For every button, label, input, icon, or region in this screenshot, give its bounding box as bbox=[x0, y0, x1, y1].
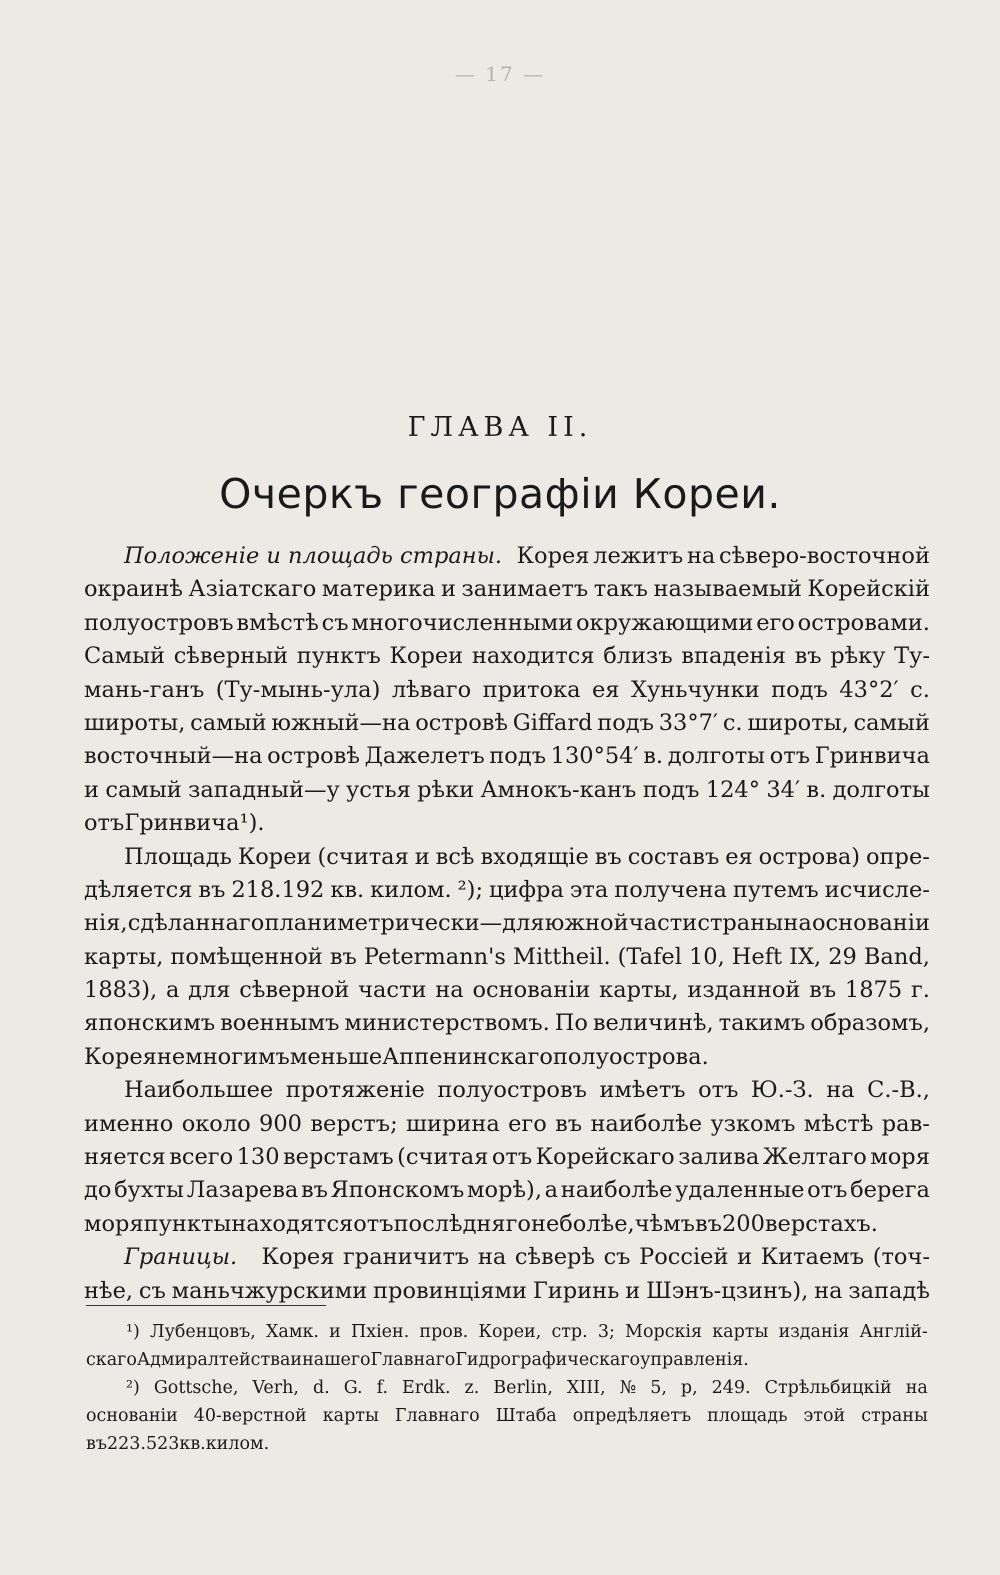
word: восточный—на bbox=[84, 743, 263, 770]
word: ²); bbox=[457, 876, 484, 903]
word: впаденія bbox=[681, 643, 786, 670]
word: лѣваго bbox=[391, 676, 472, 703]
word: 5, bbox=[650, 1378, 667, 1398]
word: занимаетъ bbox=[461, 576, 589, 603]
word: эта bbox=[569, 876, 609, 903]
word: его bbox=[756, 609, 795, 636]
word: немногимъ bbox=[156, 1043, 290, 1070]
word: карты bbox=[712, 1322, 769, 1342]
word: Хамк. bbox=[265, 1322, 319, 1342]
word: островѣ bbox=[267, 743, 360, 770]
word: именно bbox=[84, 1110, 174, 1137]
word: (считая bbox=[317, 843, 409, 870]
word: изданной bbox=[687, 977, 801, 1004]
word: подъ bbox=[771, 676, 828, 703]
word: дѣляется bbox=[84, 876, 193, 903]
word: южный—на bbox=[271, 709, 411, 736]
word: на bbox=[783, 910, 812, 937]
word: южной bbox=[544, 910, 629, 937]
word: Кореи bbox=[237, 843, 312, 870]
word: сѣверѣ bbox=[514, 1244, 595, 1271]
word: около bbox=[181, 1110, 251, 1137]
word: Ю.-З. bbox=[750, 1077, 814, 1104]
text-line bbox=[84, 774, 930, 807]
word: долготы bbox=[832, 776, 930, 803]
word: окраинѣ bbox=[84, 576, 183, 603]
word: маньчжурскими bbox=[171, 1277, 368, 1304]
text-line bbox=[84, 907, 930, 940]
word: ¹). bbox=[239, 810, 265, 837]
word: помѣщенной bbox=[170, 943, 323, 970]
word: XIII, bbox=[566, 1378, 606, 1398]
word: верстамъ bbox=[282, 1144, 394, 1171]
word: Стрѣльбицкій bbox=[764, 1378, 892, 1398]
word: Band, bbox=[863, 943, 930, 970]
word: части bbox=[358, 977, 427, 1004]
word: 249. bbox=[711, 1378, 751, 1398]
word: нашего bbox=[302, 1350, 371, 1370]
word: Erdk. bbox=[402, 1378, 451, 1398]
word: и bbox=[84, 776, 99, 803]
word: величинѣ, bbox=[592, 1010, 714, 1037]
word: его bbox=[508, 1110, 547, 1137]
word: Гринвича bbox=[814, 743, 930, 770]
word: долготы bbox=[667, 743, 766, 770]
word: для bbox=[188, 977, 231, 1004]
word: площадь bbox=[707, 1406, 788, 1426]
word: рав- bbox=[881, 1110, 930, 1137]
word: 130°54′ bbox=[550, 743, 639, 770]
word: f. bbox=[376, 1378, 389, 1398]
word: (точ- bbox=[872, 1244, 930, 1271]
word: отъ bbox=[84, 810, 125, 837]
word: материка bbox=[321, 576, 436, 603]
word: (Tafel bbox=[617, 943, 682, 970]
word: на bbox=[435, 977, 464, 1004]
word: послѣдняго bbox=[393, 1210, 531, 1237]
word: широты, bbox=[747, 709, 849, 736]
text-line bbox=[84, 1174, 930, 1207]
word: вмѣстѣ bbox=[236, 609, 319, 636]
word: и bbox=[329, 1322, 341, 1342]
word: По bbox=[554, 1010, 588, 1037]
word: ширина bbox=[406, 1110, 500, 1137]
word: верстъ; bbox=[310, 1110, 398, 1137]
word: карты bbox=[322, 1406, 379, 1426]
word: въ bbox=[329, 943, 357, 970]
word: Berlin, bbox=[493, 1378, 553, 1398]
word: ея bbox=[591, 676, 620, 703]
word: 29 bbox=[828, 943, 857, 970]
word: меньше bbox=[289, 1043, 383, 1070]
word: находится bbox=[471, 643, 595, 670]
word: въ bbox=[86, 1434, 107, 1454]
word: Адмиралтейства bbox=[136, 1350, 291, 1370]
word: 900 bbox=[259, 1110, 302, 1137]
word: Лубенцовъ, bbox=[150, 1322, 256, 1342]
word: удаленные bbox=[675, 1177, 805, 1204]
word: всего bbox=[169, 1144, 234, 1171]
footnote-line bbox=[86, 1374, 928, 1402]
word: z. bbox=[464, 1378, 480, 1398]
word: карты, bbox=[84, 943, 164, 970]
word: Площадь bbox=[124, 843, 232, 870]
word: на bbox=[814, 1277, 843, 1304]
word: моря bbox=[870, 1144, 930, 1171]
word: Англій- bbox=[859, 1322, 928, 1342]
word: Корейскаго bbox=[535, 1144, 675, 1171]
word: Корейскій bbox=[807, 576, 930, 603]
word: островѣ bbox=[415, 709, 508, 736]
word: p, bbox=[680, 1378, 698, 1398]
word: въ bbox=[794, 643, 822, 670]
word: d. bbox=[312, 1378, 330, 1398]
word: военнымъ bbox=[220, 1010, 340, 1037]
word: Желтаго bbox=[762, 1144, 867, 1171]
word: въ bbox=[594, 843, 622, 870]
footnote-line bbox=[86, 1346, 928, 1374]
word: с. bbox=[722, 709, 743, 736]
word: и bbox=[737, 1244, 753, 1271]
word: полуостровъ bbox=[437, 1077, 587, 1104]
word: сдѣланнаго bbox=[127, 910, 265, 937]
word: основаніи bbox=[472, 977, 591, 1004]
word: лежитъ bbox=[593, 543, 684, 569]
word: узкомъ bbox=[710, 1110, 796, 1137]
word: № bbox=[619, 1378, 637, 1398]
chapter-label: ГЛАВА II. bbox=[407, 412, 593, 443]
word: Россіей bbox=[639, 1244, 729, 1271]
word: 200 bbox=[721, 1210, 765, 1237]
word: граничитъ bbox=[343, 1244, 470, 1271]
text-line bbox=[84, 974, 930, 1007]
text-line bbox=[84, 1007, 930, 1040]
word: съ bbox=[138, 1277, 166, 1304]
word: 34′ bbox=[766, 776, 801, 803]
word: наиболѣе bbox=[560, 1177, 673, 1204]
text-line bbox=[84, 807, 930, 840]
word: окружающими bbox=[576, 609, 754, 636]
word: отъ bbox=[769, 743, 811, 770]
word: 3; bbox=[597, 1322, 615, 1342]
word: Giffard bbox=[512, 709, 593, 736]
text-line bbox=[84, 874, 930, 907]
word: 130 bbox=[236, 1144, 280, 1171]
word: получена bbox=[614, 876, 727, 903]
word: 1883), bbox=[84, 977, 158, 1004]
word: основаніи bbox=[86, 1406, 178, 1426]
word: полуостровъ bbox=[84, 609, 234, 636]
word: Корея bbox=[516, 543, 590, 569]
word: верстахъ. bbox=[764, 1210, 878, 1237]
word: составъ bbox=[627, 843, 720, 870]
word: а bbox=[544, 1177, 559, 1204]
word: изданія bbox=[778, 1322, 850, 1342]
word: опре- bbox=[866, 843, 930, 870]
text-line bbox=[84, 573, 930, 606]
text-line bbox=[84, 540, 930, 573]
text-line bbox=[84, 941, 930, 974]
word: и bbox=[440, 576, 456, 603]
word: а bbox=[165, 977, 180, 1004]
word: рѣку bbox=[830, 643, 886, 670]
word: Ту- bbox=[894, 643, 930, 670]
word: Аппенинскаго bbox=[382, 1043, 553, 1070]
word: килом. bbox=[205, 1434, 270, 1454]
word: Главнаго bbox=[394, 1406, 480, 1426]
word: в. bbox=[806, 776, 827, 803]
word: 33°7′ bbox=[658, 709, 719, 736]
word: г. bbox=[910, 977, 930, 1004]
footnote-line bbox=[86, 1402, 928, 1430]
word: протяженіе bbox=[285, 1077, 425, 1104]
word: няется bbox=[84, 1144, 166, 1171]
word: съ bbox=[603, 1244, 631, 1271]
word: Heft bbox=[731, 943, 783, 970]
word: отъ bbox=[491, 1144, 533, 1171]
word: входящіе bbox=[480, 843, 589, 870]
word: мань-ганъ bbox=[84, 676, 205, 703]
word: японскимъ bbox=[84, 1010, 216, 1037]
word: Морскія bbox=[625, 1322, 703, 1342]
word: въ bbox=[300, 1177, 328, 1204]
word: въ bbox=[555, 1110, 583, 1137]
text-line bbox=[84, 674, 930, 707]
word: и bbox=[290, 1350, 303, 1370]
word: Амнокъ-канъ bbox=[480, 776, 637, 803]
word: образомъ, bbox=[810, 1010, 930, 1037]
word: опредѣляетъ bbox=[572, 1406, 692, 1426]
word: IX, bbox=[789, 943, 822, 970]
text-line bbox=[84, 841, 930, 874]
word: кв. bbox=[179, 1434, 206, 1454]
word: Пхіен. bbox=[350, 1322, 410, 1342]
word: Главнаго bbox=[370, 1350, 456, 1370]
word: бухты bbox=[114, 1177, 184, 1204]
word: Штаба bbox=[495, 1406, 557, 1426]
word: Verh, bbox=[252, 1378, 299, 1398]
word: Mittheil. bbox=[512, 943, 611, 970]
word: кв. bbox=[330, 876, 365, 903]
word: основаніи bbox=[812, 910, 930, 937]
word: съ bbox=[321, 609, 349, 636]
word: залива bbox=[678, 1144, 760, 1171]
word: скаго bbox=[86, 1350, 137, 1370]
word: рѣки bbox=[417, 776, 475, 803]
word: въ bbox=[198, 876, 226, 903]
word: G. bbox=[343, 1378, 363, 1398]
word: 43°2′ bbox=[839, 676, 899, 703]
word: Petermann's bbox=[363, 943, 506, 970]
word: Гидрографическаго bbox=[455, 1350, 641, 1370]
word: исчисле- bbox=[824, 876, 930, 903]
word: на bbox=[905, 1378, 928, 1398]
word: сѣверный bbox=[173, 643, 289, 670]
word: этой bbox=[803, 1406, 846, 1426]
word: пункты bbox=[143, 1210, 232, 1237]
word: Лазарева bbox=[186, 1177, 299, 1204]
word: имѣетъ bbox=[599, 1077, 686, 1104]
word: Gottsche, bbox=[153, 1378, 239, 1398]
text-line bbox=[84, 1141, 930, 1174]
footnote-divider bbox=[86, 1305, 326, 1306]
word: Китаемъ bbox=[760, 1244, 865, 1271]
word: пунктъ bbox=[296, 643, 381, 670]
word: отъ bbox=[807, 1177, 848, 1204]
chapter-title: Очеркъ географіи Кореи. bbox=[219, 470, 781, 518]
word: всѣ bbox=[435, 843, 475, 870]
text-line bbox=[84, 607, 930, 640]
word: въ bbox=[809, 977, 837, 1004]
word: наиболѣе bbox=[590, 1110, 703, 1137]
word: 124° bbox=[705, 776, 760, 803]
word: близъ bbox=[603, 643, 673, 670]
word: на bbox=[686, 543, 716, 569]
word: цифра bbox=[488, 876, 564, 903]
word: такимъ bbox=[718, 1010, 806, 1037]
word: Гиринь bbox=[532, 1277, 620, 1304]
word: Японскомъ bbox=[330, 1177, 465, 1204]
word: с. bbox=[910, 676, 930, 703]
word: Дажелетъ bbox=[364, 743, 485, 770]
word: находятся bbox=[231, 1210, 354, 1237]
word: (Ту-мынь-ула) bbox=[215, 676, 381, 703]
word: ея bbox=[725, 843, 753, 870]
word: Самый bbox=[84, 643, 166, 670]
word: мѣстѣ bbox=[803, 1110, 874, 1137]
word: ¹) bbox=[126, 1322, 140, 1342]
word: самый bbox=[105, 776, 182, 803]
body-text bbox=[84, 540, 930, 1308]
word: чѣмъ bbox=[634, 1210, 695, 1237]
word: Гринвича bbox=[124, 810, 240, 837]
text-line bbox=[84, 1074, 930, 1107]
word: до bbox=[84, 1177, 112, 1204]
word: подъ bbox=[489, 743, 547, 770]
word: называемый bbox=[653, 576, 802, 603]
section-heading: Положеніе и площадь страны. bbox=[124, 543, 503, 569]
word: ²) bbox=[126, 1378, 140, 1398]
word: западный—у bbox=[188, 776, 340, 803]
word: 1875 bbox=[844, 977, 903, 1004]
word: килом. bbox=[370, 876, 452, 903]
word: 40-верстной bbox=[193, 1406, 307, 1426]
word: устья bbox=[346, 776, 411, 803]
word: на bbox=[826, 1077, 855, 1104]
word: провинціями bbox=[373, 1277, 528, 1304]
word: и bbox=[625, 1277, 641, 1304]
text-line bbox=[84, 640, 930, 673]
word: не bbox=[530, 1210, 560, 1237]
word: притока bbox=[482, 676, 581, 703]
word: болѣе, bbox=[559, 1210, 635, 1237]
word: 10, bbox=[688, 943, 725, 970]
word: подъ bbox=[642, 776, 700, 803]
text-line bbox=[84, 1041, 930, 1074]
word: полуострова. bbox=[552, 1043, 709, 1070]
word: стр. bbox=[551, 1322, 588, 1342]
word: карты, bbox=[599, 977, 679, 1004]
word: Шэнъ-цзинъ), bbox=[646, 1277, 809, 1304]
word: такъ bbox=[593, 576, 648, 603]
word: 223.523 bbox=[107, 1434, 180, 1454]
section-heading: Границы. bbox=[124, 1244, 238, 1271]
word: Хуньчунки bbox=[630, 676, 760, 703]
word: западѣ bbox=[848, 1277, 930, 1304]
word: Корея bbox=[84, 1043, 157, 1070]
word: морѣ), bbox=[467, 1177, 542, 1204]
footnotes bbox=[86, 1318, 928, 1458]
word: нѣе, bbox=[84, 1277, 134, 1304]
word: сѣверной bbox=[239, 977, 350, 1004]
word: подъ bbox=[597, 709, 654, 736]
page-number: — 17 — bbox=[454, 62, 546, 86]
word: отъ bbox=[698, 1077, 739, 1104]
word: берега bbox=[850, 1177, 930, 1204]
word: путемъ bbox=[732, 876, 819, 903]
word: Кореи bbox=[389, 643, 464, 670]
word: Азіатскаго bbox=[188, 576, 317, 603]
word: (считая bbox=[397, 1144, 489, 1171]
word: отъ bbox=[353, 1210, 394, 1237]
word: въ bbox=[694, 1210, 722, 1237]
word: министерствомъ. bbox=[344, 1010, 550, 1037]
word: острова) bbox=[758, 843, 861, 870]
text-line bbox=[84, 1275, 930, 1308]
word: С.-В., bbox=[867, 1077, 930, 1104]
word: моря bbox=[84, 1210, 144, 1237]
word: самый bbox=[190, 709, 267, 736]
word: в. bbox=[643, 743, 664, 770]
word: планиметрически—для bbox=[264, 910, 545, 937]
text-line bbox=[84, 1241, 930, 1274]
text-line bbox=[84, 707, 930, 740]
word: управленія. bbox=[640, 1350, 749, 1370]
word: страны bbox=[861, 1406, 928, 1426]
word: Наибольшее bbox=[124, 1077, 274, 1104]
footnote-line bbox=[86, 1318, 928, 1346]
word: страны bbox=[697, 910, 784, 937]
text-line bbox=[84, 1108, 930, 1141]
text-line bbox=[84, 740, 930, 773]
word: самый bbox=[853, 709, 930, 736]
word: Кореи, bbox=[478, 1322, 542, 1342]
word: 218.192 bbox=[231, 876, 325, 903]
footnote-line bbox=[86, 1430, 928, 1458]
word: сѣверо-восточной bbox=[719, 543, 930, 569]
word: на bbox=[477, 1244, 507, 1271]
word: Корея bbox=[261, 1244, 335, 1271]
word: пров. bbox=[419, 1322, 469, 1342]
word: нія, bbox=[84, 910, 128, 937]
word: многочисленными bbox=[351, 609, 574, 636]
word: и bbox=[414, 843, 430, 870]
word: островами. bbox=[797, 609, 930, 636]
word: части bbox=[628, 910, 698, 937]
word: широты, bbox=[84, 709, 186, 736]
text-line bbox=[84, 1208, 930, 1241]
